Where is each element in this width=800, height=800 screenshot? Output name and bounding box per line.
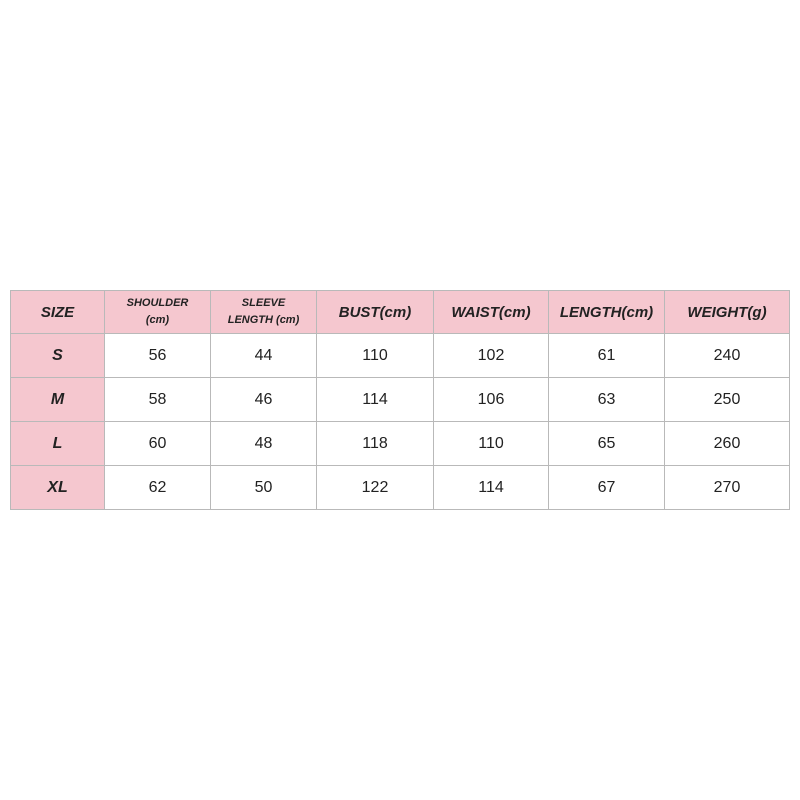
table-row xyxy=(11,422,790,466)
size-cell: M xyxy=(11,378,105,422)
shoulder-cell: 56 xyxy=(105,334,211,378)
shoulder-cell: 58 xyxy=(105,378,211,422)
sleeve-cell: 50 xyxy=(211,466,317,510)
bust-cell: 114 xyxy=(317,378,434,422)
header-row xyxy=(11,291,790,334)
size-cell: XL xyxy=(11,466,105,510)
shoulder-cell: 62 xyxy=(105,466,211,510)
length-cell: 67 xyxy=(549,466,665,510)
size-chart-table xyxy=(10,290,790,510)
table-row xyxy=(11,334,790,378)
header-waist: WAIST(cm) xyxy=(434,291,549,334)
header-length: LENGTH(cm) xyxy=(549,291,665,334)
header-weight: WEIGHT(g) xyxy=(665,291,790,334)
header-shoulder-line1: SHOULDER xyxy=(126,297,189,309)
bust-cell: 122 xyxy=(317,466,434,510)
sleeve-cell: 48 xyxy=(211,422,317,466)
shoulder-cell: 60 xyxy=(105,422,211,466)
weight-cell: 250 xyxy=(665,378,790,422)
header-sleeve-line2: LENGTH (cm) xyxy=(227,314,300,326)
size-cell: S xyxy=(11,334,105,378)
header-size: SIZE xyxy=(11,291,105,334)
weight-cell: 240 xyxy=(665,334,790,378)
waist-cell: 102 xyxy=(434,334,549,378)
header-sleeve-length xyxy=(211,291,317,334)
sleeve-cell: 44 xyxy=(211,334,317,378)
length-cell: 65 xyxy=(549,422,665,466)
waist-cell: 106 xyxy=(434,378,549,422)
bust-cell: 110 xyxy=(317,334,434,378)
length-cell: 63 xyxy=(549,378,665,422)
waist-cell: 114 xyxy=(434,466,549,510)
weight-cell: 260 xyxy=(665,422,790,466)
header-bust: BUST(cm) xyxy=(317,291,434,334)
weight-cell: 270 xyxy=(665,466,790,510)
sleeve-cell: 46 xyxy=(211,378,317,422)
bust-cell: 118 xyxy=(317,422,434,466)
size-cell: L xyxy=(11,422,105,466)
header-sleeve-line1: SLEEVE xyxy=(241,297,286,309)
table-row xyxy=(11,466,790,510)
header-shoulder xyxy=(105,291,211,334)
length-cell: 61 xyxy=(549,334,665,378)
waist-cell: 110 xyxy=(434,422,549,466)
table-row xyxy=(11,378,790,422)
header-shoulder-line2: (cm) xyxy=(145,314,170,326)
